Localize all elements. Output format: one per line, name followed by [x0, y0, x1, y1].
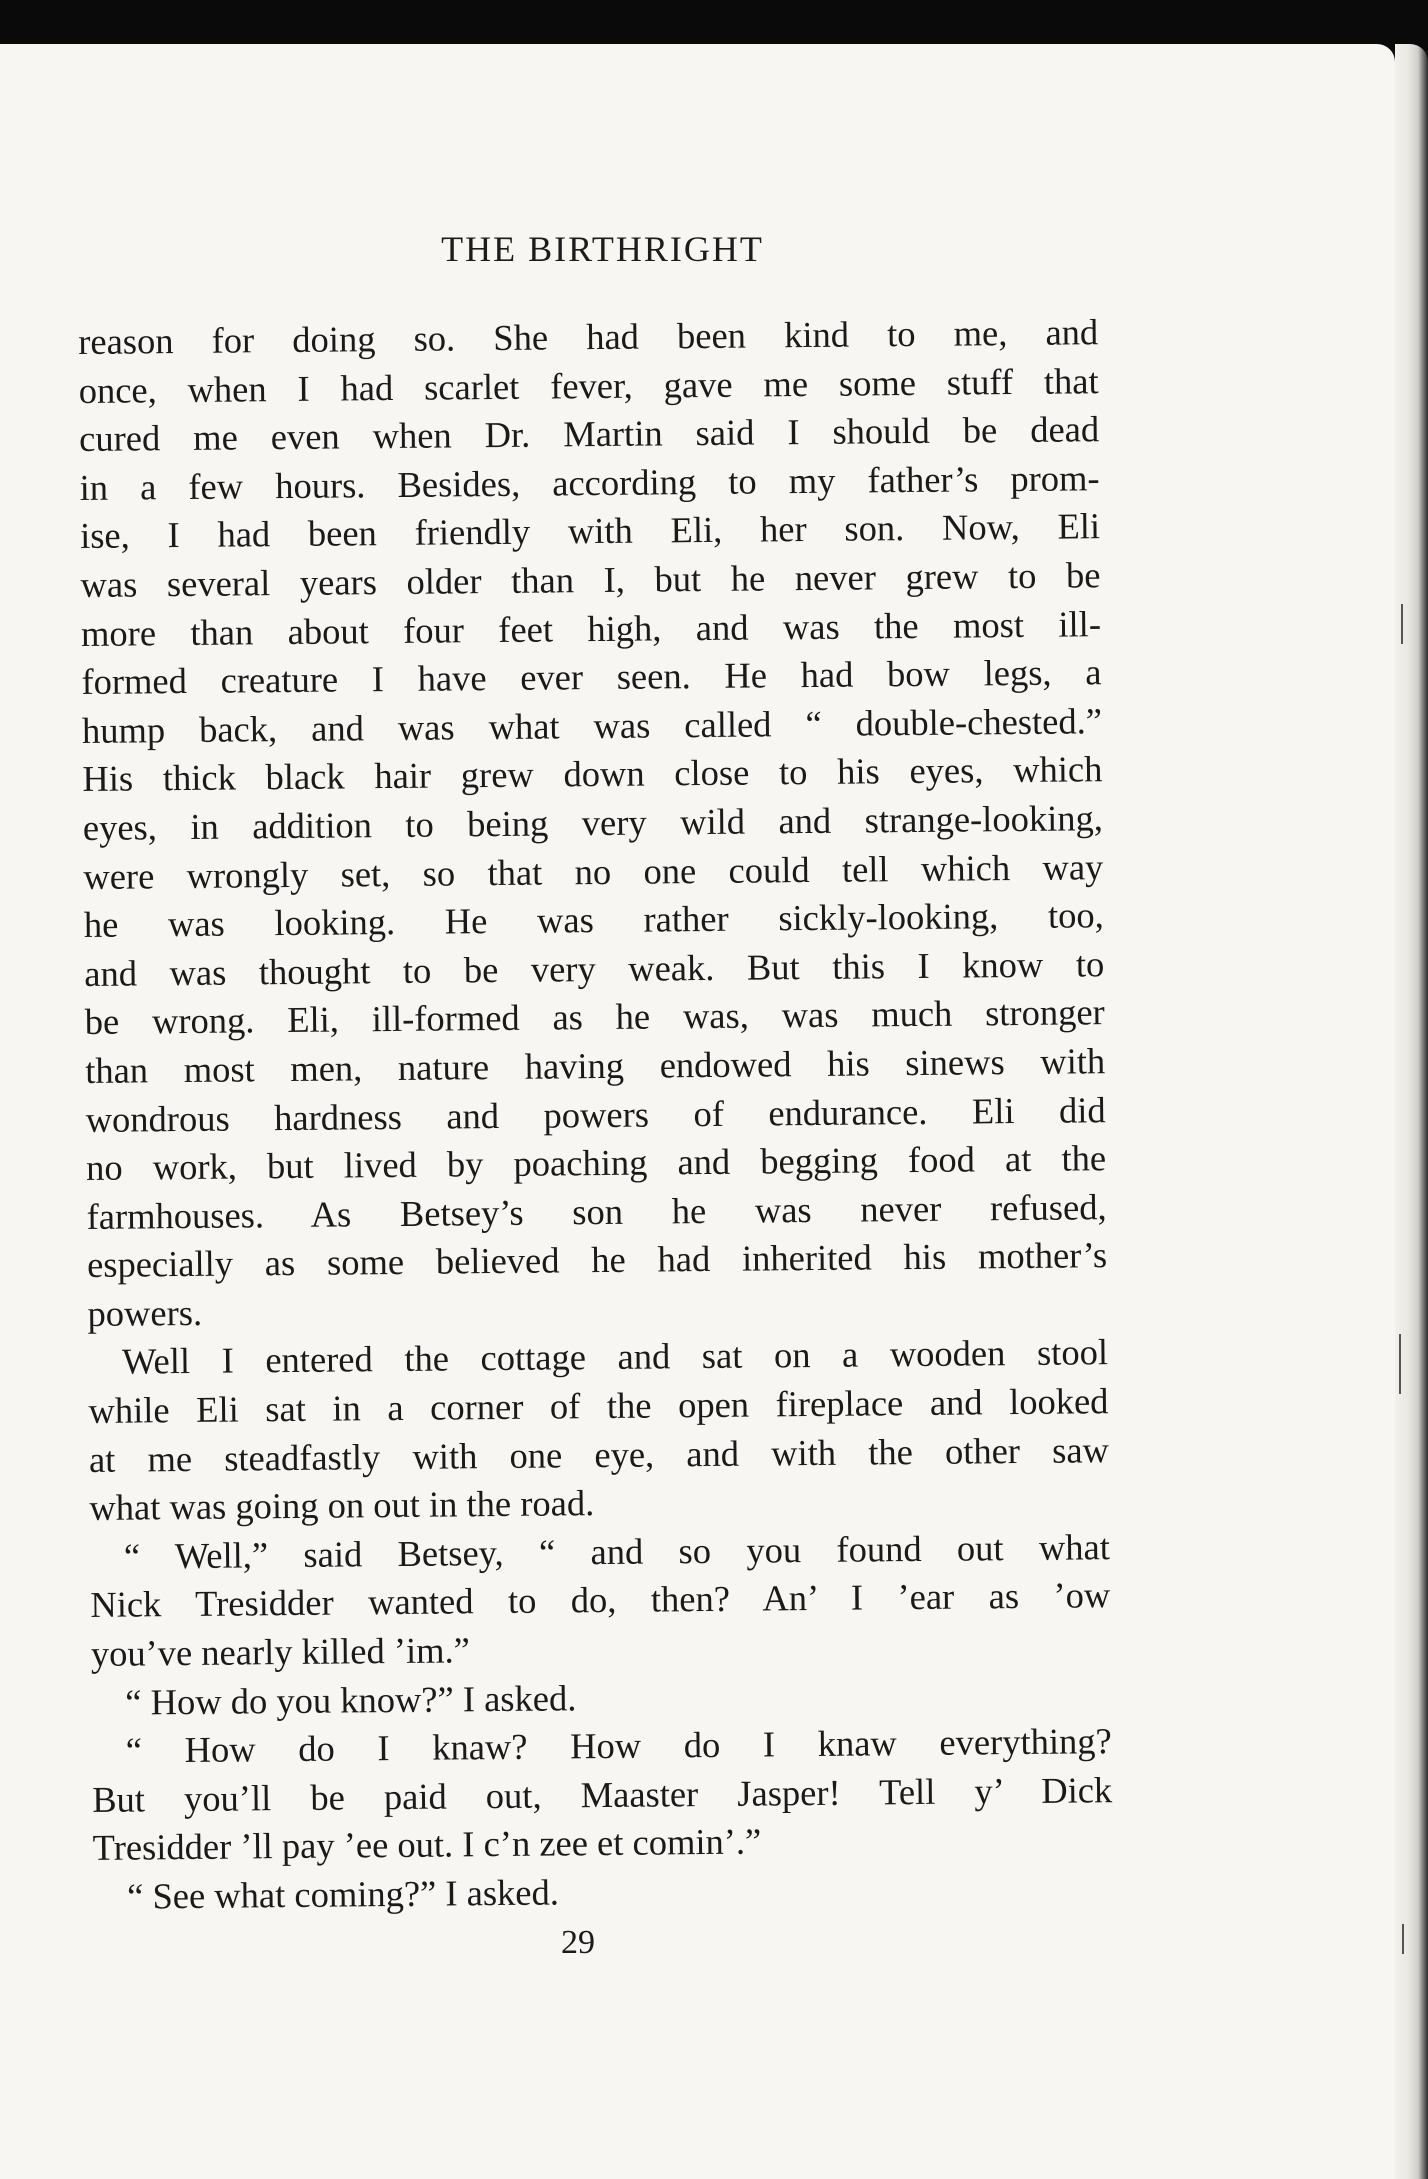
text-line: reason for doing so. She had been kind to me, and — [78, 311, 1099, 362]
text-line: more than about four feet high, and was the most ill- — [80, 602, 1102, 654]
text-line: “ See what coming?” I asked. — [126, 1871, 560, 1917]
text-line: was several years older than I, but he never grew to be — [80, 554, 1101, 605]
paragraph — [78, 308, 1108, 1338]
text-line: were wrongly set, so that no one could tell which way — [83, 845, 1104, 897]
text-line: while Eli sat in a corner of the open fireplace and looked — [88, 1380, 1109, 1432]
text-line: ise, I had been friendly with Eli, her son. Now, Eli — [79, 505, 1101, 557]
paragraph — [93, 1863, 1113, 1921]
text-line: what was going on out in the road. — [89, 1482, 595, 1529]
paragraph — [88, 1329, 1110, 1533]
text-line: he was looking. He was rather sickly-looking, too, — [83, 894, 1104, 946]
text-line: especially as some believed he had inherited his mother’s — [86, 1234, 1108, 1286]
text-line: “ How do you know?” I asked. — [125, 1676, 577, 1723]
text-line: eyes, in addition to being very wild and strange-looking, — [82, 797, 1104, 848]
text-line: once, when I had scarlet fever, gave me some stuff that — [78, 359, 1099, 411]
running-head: THE BIRTHRIGHT — [441, 229, 764, 269]
text-line: farmhouses. As Betsey’s son he was never refused, — [86, 1185, 1107, 1237]
edge-mark — [1399, 1334, 1401, 1394]
text-line: you’ve nearly killed ’im.” — [90, 1629, 471, 1674]
body-text — [78, 308, 1113, 1921]
text-line: His thick black hair grew down close to his eyes, which — [82, 748, 1103, 800]
paragraph — [92, 1717, 1113, 1873]
edge-mark — [1401, 604, 1403, 644]
edge-mark — [1402, 1924, 1404, 1954]
text-line: “ How do I knaw? How do I knaw everything? — [125, 1720, 1112, 1771]
text-line: Well I entered the cottage and sat on a wooden stool — [121, 1331, 1109, 1383]
text-line: But you’ll be paid out, Maaster Jasper! Tell y’ Dick — [92, 1768, 1113, 1820]
text-line: be wrong. Eli, ill-formed as he was, was much stronger — [84, 991, 1105, 1043]
text-line: formed creature I have ever seen. He had bow legs, a — [81, 651, 1102, 703]
page-edge-shadow — [1395, 44, 1428, 2179]
text-line: than most men, nature having endowed his sinews with — [85, 1040, 1106, 1091]
text-line: and was thought to be very weak. But this I know to — [84, 942, 1105, 994]
text-line: in a few hours. Besides, according to my father’s prom- — [79, 456, 1100, 508]
text-line: at me steadfastly with one eye, and with the other saw — [88, 1428, 1110, 1480]
text-line: Tresidder ’ll pay ’ee out. I c’n zee et comin’.” — [92, 1820, 762, 1869]
text-line: Nick Tresidder wanted to do, then? An’ I ’ear as ’ow — [90, 1574, 1111, 1626]
paragraph — [90, 1523, 1111, 1679]
text-line: powers. — [87, 1291, 203, 1334]
page-number: 29 — [561, 1924, 595, 1961]
text-line: “ Well,” said Betsey, “ and so you found out what — [123, 1525, 1111, 1577]
text-line: no work, but lived by poaching and begging food at the — [85, 1137, 1107, 1189]
text-line: wondrous hardness and powers of endurance. Eli did — [85, 1088, 1106, 1140]
text-line: cured me even when Dr. Martin said I should be dead — [78, 408, 1100, 460]
scan-top-border — [0, 0, 1428, 50]
text-line: hump back, and was what was called “ double-chested.” — [81, 699, 1103, 751]
